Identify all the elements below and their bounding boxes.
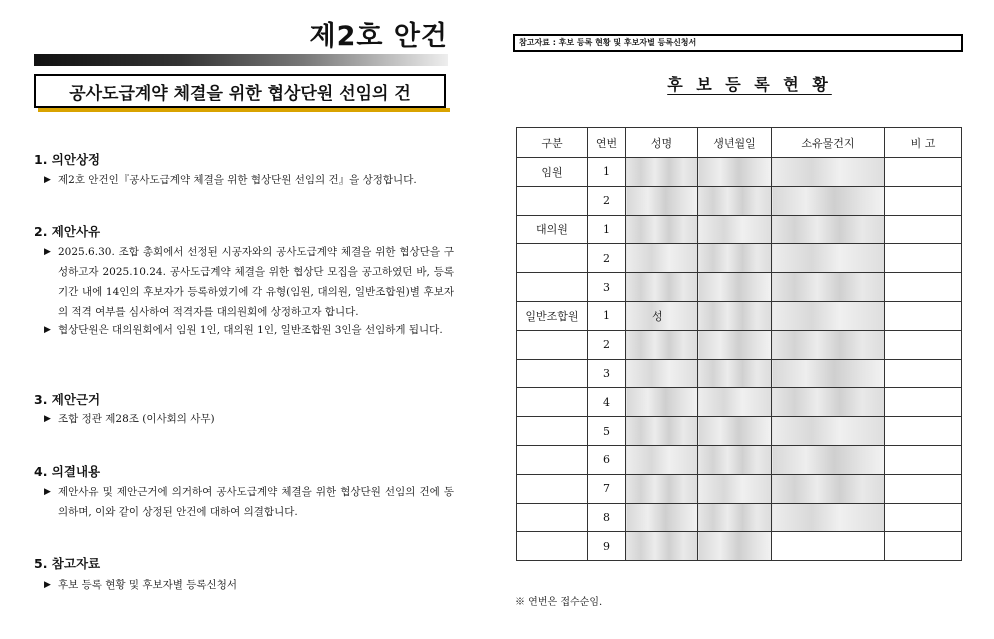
group-cell: 일반조합원 bbox=[517, 301, 588, 330]
reference-page bbox=[505, 0, 994, 639]
redacted-cell bbox=[698, 417, 772, 446]
redacted-cell bbox=[626, 186, 698, 215]
note-cell bbox=[885, 186, 962, 215]
number-cell: 1 bbox=[588, 158, 626, 187]
section-heading-3: 3. 제안근거 bbox=[34, 392, 101, 407]
note-cell bbox=[885, 359, 962, 388]
column-header: 성명 bbox=[626, 128, 698, 158]
empty-cell bbox=[772, 532, 885, 561]
note-cell bbox=[885, 158, 962, 187]
number-cell: 2 bbox=[588, 186, 626, 215]
redacted-cell bbox=[626, 417, 698, 446]
note-cell bbox=[885, 244, 962, 273]
number-cell: 4 bbox=[588, 388, 626, 417]
table-row bbox=[517, 186, 962, 215]
table-row bbox=[517, 158, 962, 187]
section-heading-5: 5. 참고자료 bbox=[34, 556, 101, 571]
group-cell bbox=[517, 388, 588, 417]
number-cell: 2 bbox=[588, 330, 626, 359]
table-row bbox=[517, 445, 962, 474]
number-cell: 3 bbox=[588, 273, 626, 302]
table-row bbox=[517, 330, 962, 359]
redacted-cell bbox=[698, 244, 772, 273]
section-5-bullet: ▶ 후보 등록 현황 및 후보자별 등록신청서 bbox=[44, 575, 454, 595]
note-cell bbox=[885, 301, 962, 330]
redacted-cell bbox=[772, 359, 885, 388]
table-row bbox=[517, 474, 962, 503]
redacted-cell bbox=[698, 359, 772, 388]
redacted-cell bbox=[772, 474, 885, 503]
number-cell: 1 bbox=[588, 301, 626, 330]
number-cell: 2 bbox=[588, 244, 626, 273]
section-heading-4: 4. 의결내용 bbox=[34, 464, 101, 479]
redacted-cell bbox=[626, 474, 698, 503]
redacted-cell bbox=[626, 273, 698, 302]
number-cell: 9 bbox=[588, 532, 626, 561]
table-row bbox=[517, 215, 962, 244]
number-cell: 6 bbox=[588, 445, 626, 474]
number-cell: 1 bbox=[588, 215, 626, 244]
redacted-cell bbox=[772, 273, 885, 302]
redacted-cell bbox=[626, 158, 698, 187]
bullet-triangle-icon: ▶ bbox=[44, 325, 51, 335]
group-cell bbox=[517, 532, 588, 561]
column-header: 연번 bbox=[588, 128, 626, 158]
redacted-cell bbox=[626, 532, 698, 561]
number-cell: 3 bbox=[588, 359, 626, 388]
redacted-cell bbox=[698, 158, 772, 187]
name-cell: 성 bbox=[626, 301, 698, 330]
bullet-triangle-icon: ▶ bbox=[44, 487, 51, 497]
redacted-cell bbox=[698, 273, 772, 302]
column-header: 구분 bbox=[517, 128, 588, 158]
group-cell bbox=[517, 359, 588, 388]
redacted-cell bbox=[698, 445, 772, 474]
redacted-cell bbox=[626, 359, 698, 388]
group-cell bbox=[517, 330, 588, 359]
gradient-divider bbox=[34, 54, 448, 66]
note-cell bbox=[885, 273, 962, 302]
group-cell: 임원 bbox=[517, 158, 588, 187]
table-title: 후 보 등 록 현 황 bbox=[667, 75, 832, 94]
redacted-cell bbox=[626, 388, 698, 417]
redacted-cell bbox=[772, 244, 885, 273]
redacted-cell bbox=[772, 388, 885, 417]
redacted-cell bbox=[698, 474, 772, 503]
candidate-registration-table bbox=[516, 127, 962, 561]
group-cell bbox=[517, 474, 588, 503]
group-cell bbox=[517, 273, 588, 302]
subject-accent-bar bbox=[38, 108, 450, 112]
bullet-triangle-icon: ▶ bbox=[44, 580, 51, 590]
table-row bbox=[517, 301, 962, 330]
redacted-cell bbox=[698, 215, 772, 244]
table-row bbox=[517, 503, 962, 532]
redacted-cell bbox=[626, 503, 698, 532]
group-cell: 대의원 bbox=[517, 215, 588, 244]
number-cell: 5 bbox=[588, 417, 626, 446]
redacted-cell bbox=[698, 301, 772, 330]
group-cell bbox=[517, 244, 588, 273]
agenda-page bbox=[0, 0, 470, 639]
redacted-cell bbox=[772, 301, 885, 330]
number-cell: 7 bbox=[588, 474, 626, 503]
note-cell bbox=[885, 215, 962, 244]
redacted-cell bbox=[626, 330, 698, 359]
table-row bbox=[517, 359, 962, 388]
redacted-cell bbox=[698, 330, 772, 359]
group-cell bbox=[517, 417, 588, 446]
redacted-cell bbox=[698, 503, 772, 532]
redacted-cell bbox=[772, 158, 885, 187]
redacted-cell bbox=[698, 532, 772, 561]
note-cell bbox=[885, 474, 962, 503]
redacted-cell bbox=[698, 388, 772, 417]
table-footnote: ※ 연번은 접수순임. bbox=[515, 597, 603, 608]
section-4-bullet: ▶ 제안사유 및 제안근거에 의거하여 공사도급계약 체결을 위한 협상단원 선임의 건에 동의하며, 이와 같이 상정된 안건에 대하여 의결합니다. bbox=[44, 482, 454, 522]
table-header-row bbox=[517, 128, 962, 158]
section-heading-1: 1. 의안상정 bbox=[34, 152, 101, 167]
column-header: 생년월일 bbox=[698, 128, 772, 158]
section-1-bullet: ▶ 제2호 안건인『공사도급계약 체결을 위한 협상단원 선임의 건』을 상정합니다. bbox=[44, 170, 454, 190]
agenda-subject: 공사도급계약 체결을 위한 협상단원 선임의 건 bbox=[34, 74, 446, 108]
section-2-bullet-2: ▶ 협상단원은 대의원회에서 임원 1인, 대의원 1인, 일반조합원 3인을 선임하게 됩니다. bbox=[44, 320, 454, 340]
table-row bbox=[517, 388, 962, 417]
section-2-bullet-1: ▶ 2025.6.30. 조합 총회에서 선정된 시공자와의 공사도급계약 체결을 위한 협상단을 구성하고자 2025.10.24. 공사도급계약 체결을 위한 협상단 모집을 공고하였던 바, 등록 기간 내에 14인의 후보자가 등록하였기에 각 유형(임원, 대의원, 일반조합원)별 후보자의 적격 여부를 심사하여 적격자를 대의원회에 상정하고자 합니다. bbox=[44, 242, 454, 322]
group-cell bbox=[517, 186, 588, 215]
note-cell bbox=[885, 503, 962, 532]
note-cell bbox=[885, 417, 962, 446]
redacted-cell bbox=[626, 244, 698, 273]
reference-header: 참고자료 : 후보 등록 현황 및 후보자별 등록신청서 bbox=[513, 34, 963, 52]
bullet-triangle-icon: ▶ bbox=[44, 414, 51, 424]
table-row bbox=[517, 244, 962, 273]
redacted-cell bbox=[772, 503, 885, 532]
bullet-triangle-icon: ▶ bbox=[44, 247, 51, 257]
group-cell bbox=[517, 445, 588, 474]
section-3-bullet: ▶ 조합 정관 제28조 (이사회의 사무) bbox=[44, 409, 454, 429]
redacted-cell bbox=[772, 330, 885, 359]
group-cell bbox=[517, 503, 588, 532]
bullet-triangle-icon: ▶ bbox=[44, 175, 51, 185]
column-header: 비 고 bbox=[885, 128, 962, 158]
redacted-cell bbox=[626, 445, 698, 474]
section-heading-2: 2. 제안사유 bbox=[34, 224, 101, 239]
redacted-cell bbox=[772, 417, 885, 446]
redacted-cell bbox=[772, 186, 885, 215]
agenda-title: 제2호 안건 bbox=[309, 21, 448, 52]
redacted-cell bbox=[698, 186, 772, 215]
table-row bbox=[517, 532, 962, 561]
note-cell bbox=[885, 330, 962, 359]
redacted-cell bbox=[772, 215, 885, 244]
column-header: 소유물건지 bbox=[772, 128, 885, 158]
table-row bbox=[517, 273, 962, 302]
note-cell bbox=[885, 532, 962, 561]
number-cell: 8 bbox=[588, 503, 626, 532]
note-cell bbox=[885, 388, 962, 417]
table-row bbox=[517, 417, 962, 446]
note-cell bbox=[885, 445, 962, 474]
redacted-cell bbox=[626, 215, 698, 244]
redacted-cell bbox=[772, 445, 885, 474]
